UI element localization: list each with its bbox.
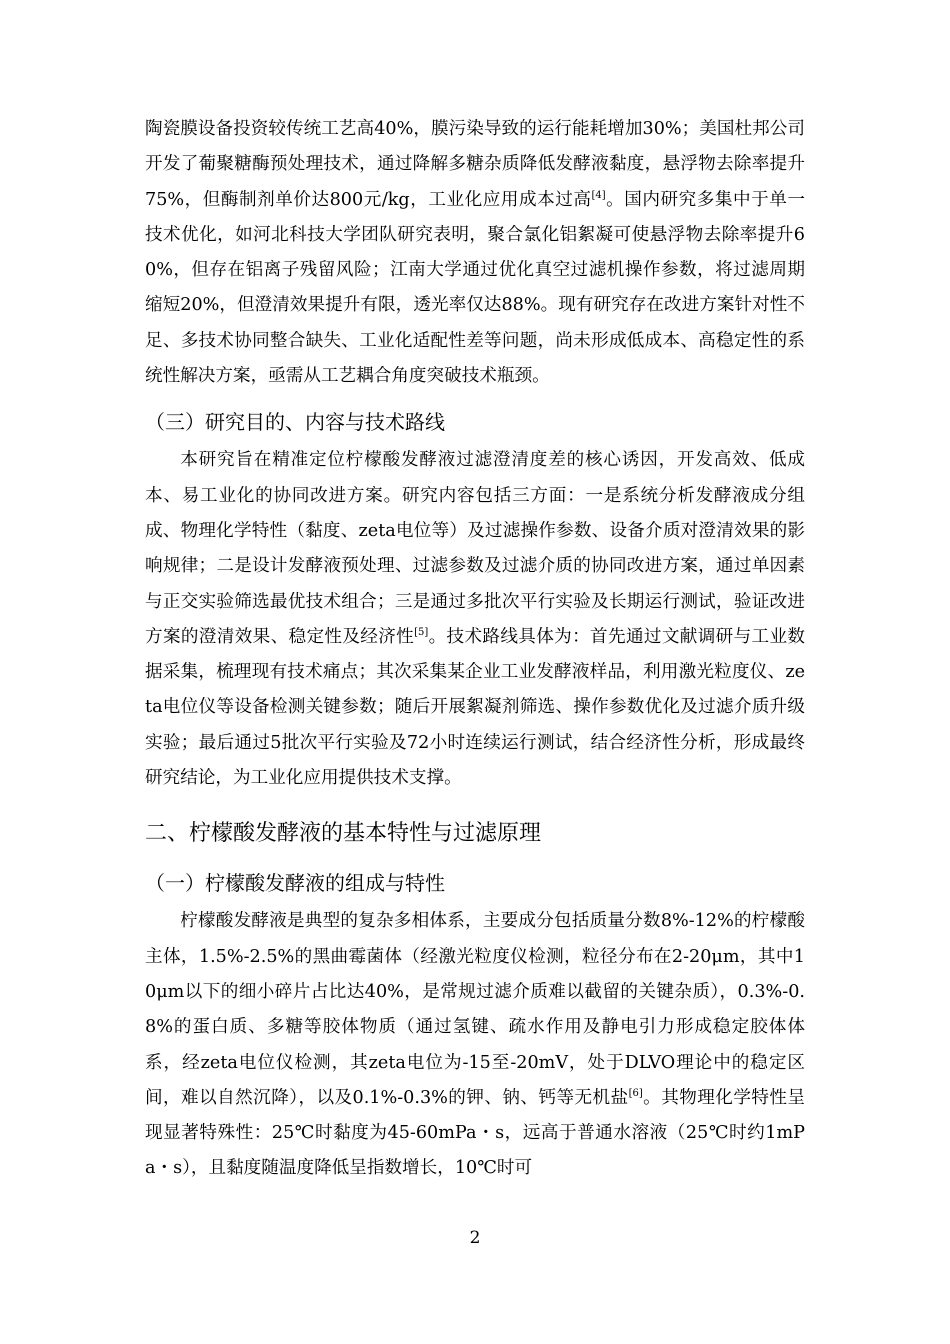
paragraph-text: 。技术路线具体为：首先通过文献调研与工业数据采集，梳理现有技术痛点；其次采集某企业工业发酵液样品，利用激光粒度仪、zeta电位仪等设备检测关键参数；随后开展絮凝剂筛选、操作参数优化及过滤介质升级实验；最后通过5批次平行实验及72小时连续运行测试，结合经济性分析，形成最终研究结论，为工业化应用提供技术支撑。	[145, 626, 805, 789]
page-number: 2	[469, 1228, 481, 1248]
paragraph-text: 陶瓷膜设备投资较传统工艺高40%，膜污染导致的运行能耗增加30%；美国杜邦公司开发了葡聚糖酶预处理技术，通过降解多糖杂质降低发酵液黏度，悬浮物去除率提升75%，但酶制剂单价达800元/kg，工业化应用成本过高	[145, 119, 805, 210]
paragraph-text: 柠檬酸发酵液是典型的复杂多相体系，主要成分包括质量分数8%-12%的柠檬酸主体，1.5%-2.5%的黑曲霉菌体（经激光粒度仪检测，粒径分布在2-20μm，其中10μm以下的细小碎片占比达40%，是常规过滤介质难以截留的关键杂质），0.3%-0.8%的蛋白质、多糖等胶体物质（通过氢键、疏水作用及静电引力形成稳定胶体体系，经zeta电位仪检测，其zeta电位为-15至-20mV，处于DLVO理论中的稳定区间，难以自然沉降），以及0.1%-0.3%的钾、钠、钙等无机盐	[145, 911, 805, 1108]
paragraph-research-goals	[145, 443, 805, 796]
paragraph-broth-composition	[145, 904, 805, 1186]
citation-5: [5]	[414, 627, 429, 638]
citation-4: [4]	[591, 189, 606, 201]
paragraph-text: 本研究旨在精准定位柠檬酸发酵液过滤澄清度差的核心诱因，开发高效、低成本、易工业化的协同改进方案。研究内容包括三方面：一是系统分析发酵液成分组成、物理化学特性（黏度、zeta电位等）及过滤操作参数、设备介质对澄清效果的影响规律；二是设计发酵液预处理、过滤参数及过滤介质的协同改进方案，通过单因素与正交实验筛选最优技术组合；三是通过多批次平行实验及长期运行测试，验证改进方案的澄清效果、稳定性及经济性	[145, 450, 805, 647]
citation-6: [6]	[628, 1087, 643, 1099]
paragraph-text: 。其物理化学特性呈现显著特殊性：25℃时黏度为45-60mPa・s，远高于普通水溶液（25℃时约1mPa・s），且黏度随温度降低呈指数增长，10℃时可	[145, 1087, 805, 1179]
chapter-heading-2: 二、柠檬酸发酵液的基本特性与过滤原理	[145, 821, 542, 847]
section-heading-1: （一）柠檬酸发酵液的组成与特性	[145, 871, 445, 896]
paragraph-literature-review	[145, 112, 805, 394]
paragraph-text: 。国内研究多集中于单一技术优化，如河北科技大学团队研究表明，聚合氯化铝絮凝可使悬浮物去除率提升60%，但存在铝离子残留风险；江南大学通过优化真空过滤机操作参数，将过滤周期缩短20%，但澄清效果提升有限，透光率仅达88%。现有研究存在改进方案针对性不足、多技术协同整合缺失、工业化适配性差等问题，尚未形成低成本、高稳定性的系统性解决方案，亟需从工艺耦合角度突破技术瓶颈。	[145, 189, 805, 387]
section-heading-3: （三）研究目的、内容与技术路线	[145, 410, 445, 435]
page-content	[145, 112, 805, 1187]
